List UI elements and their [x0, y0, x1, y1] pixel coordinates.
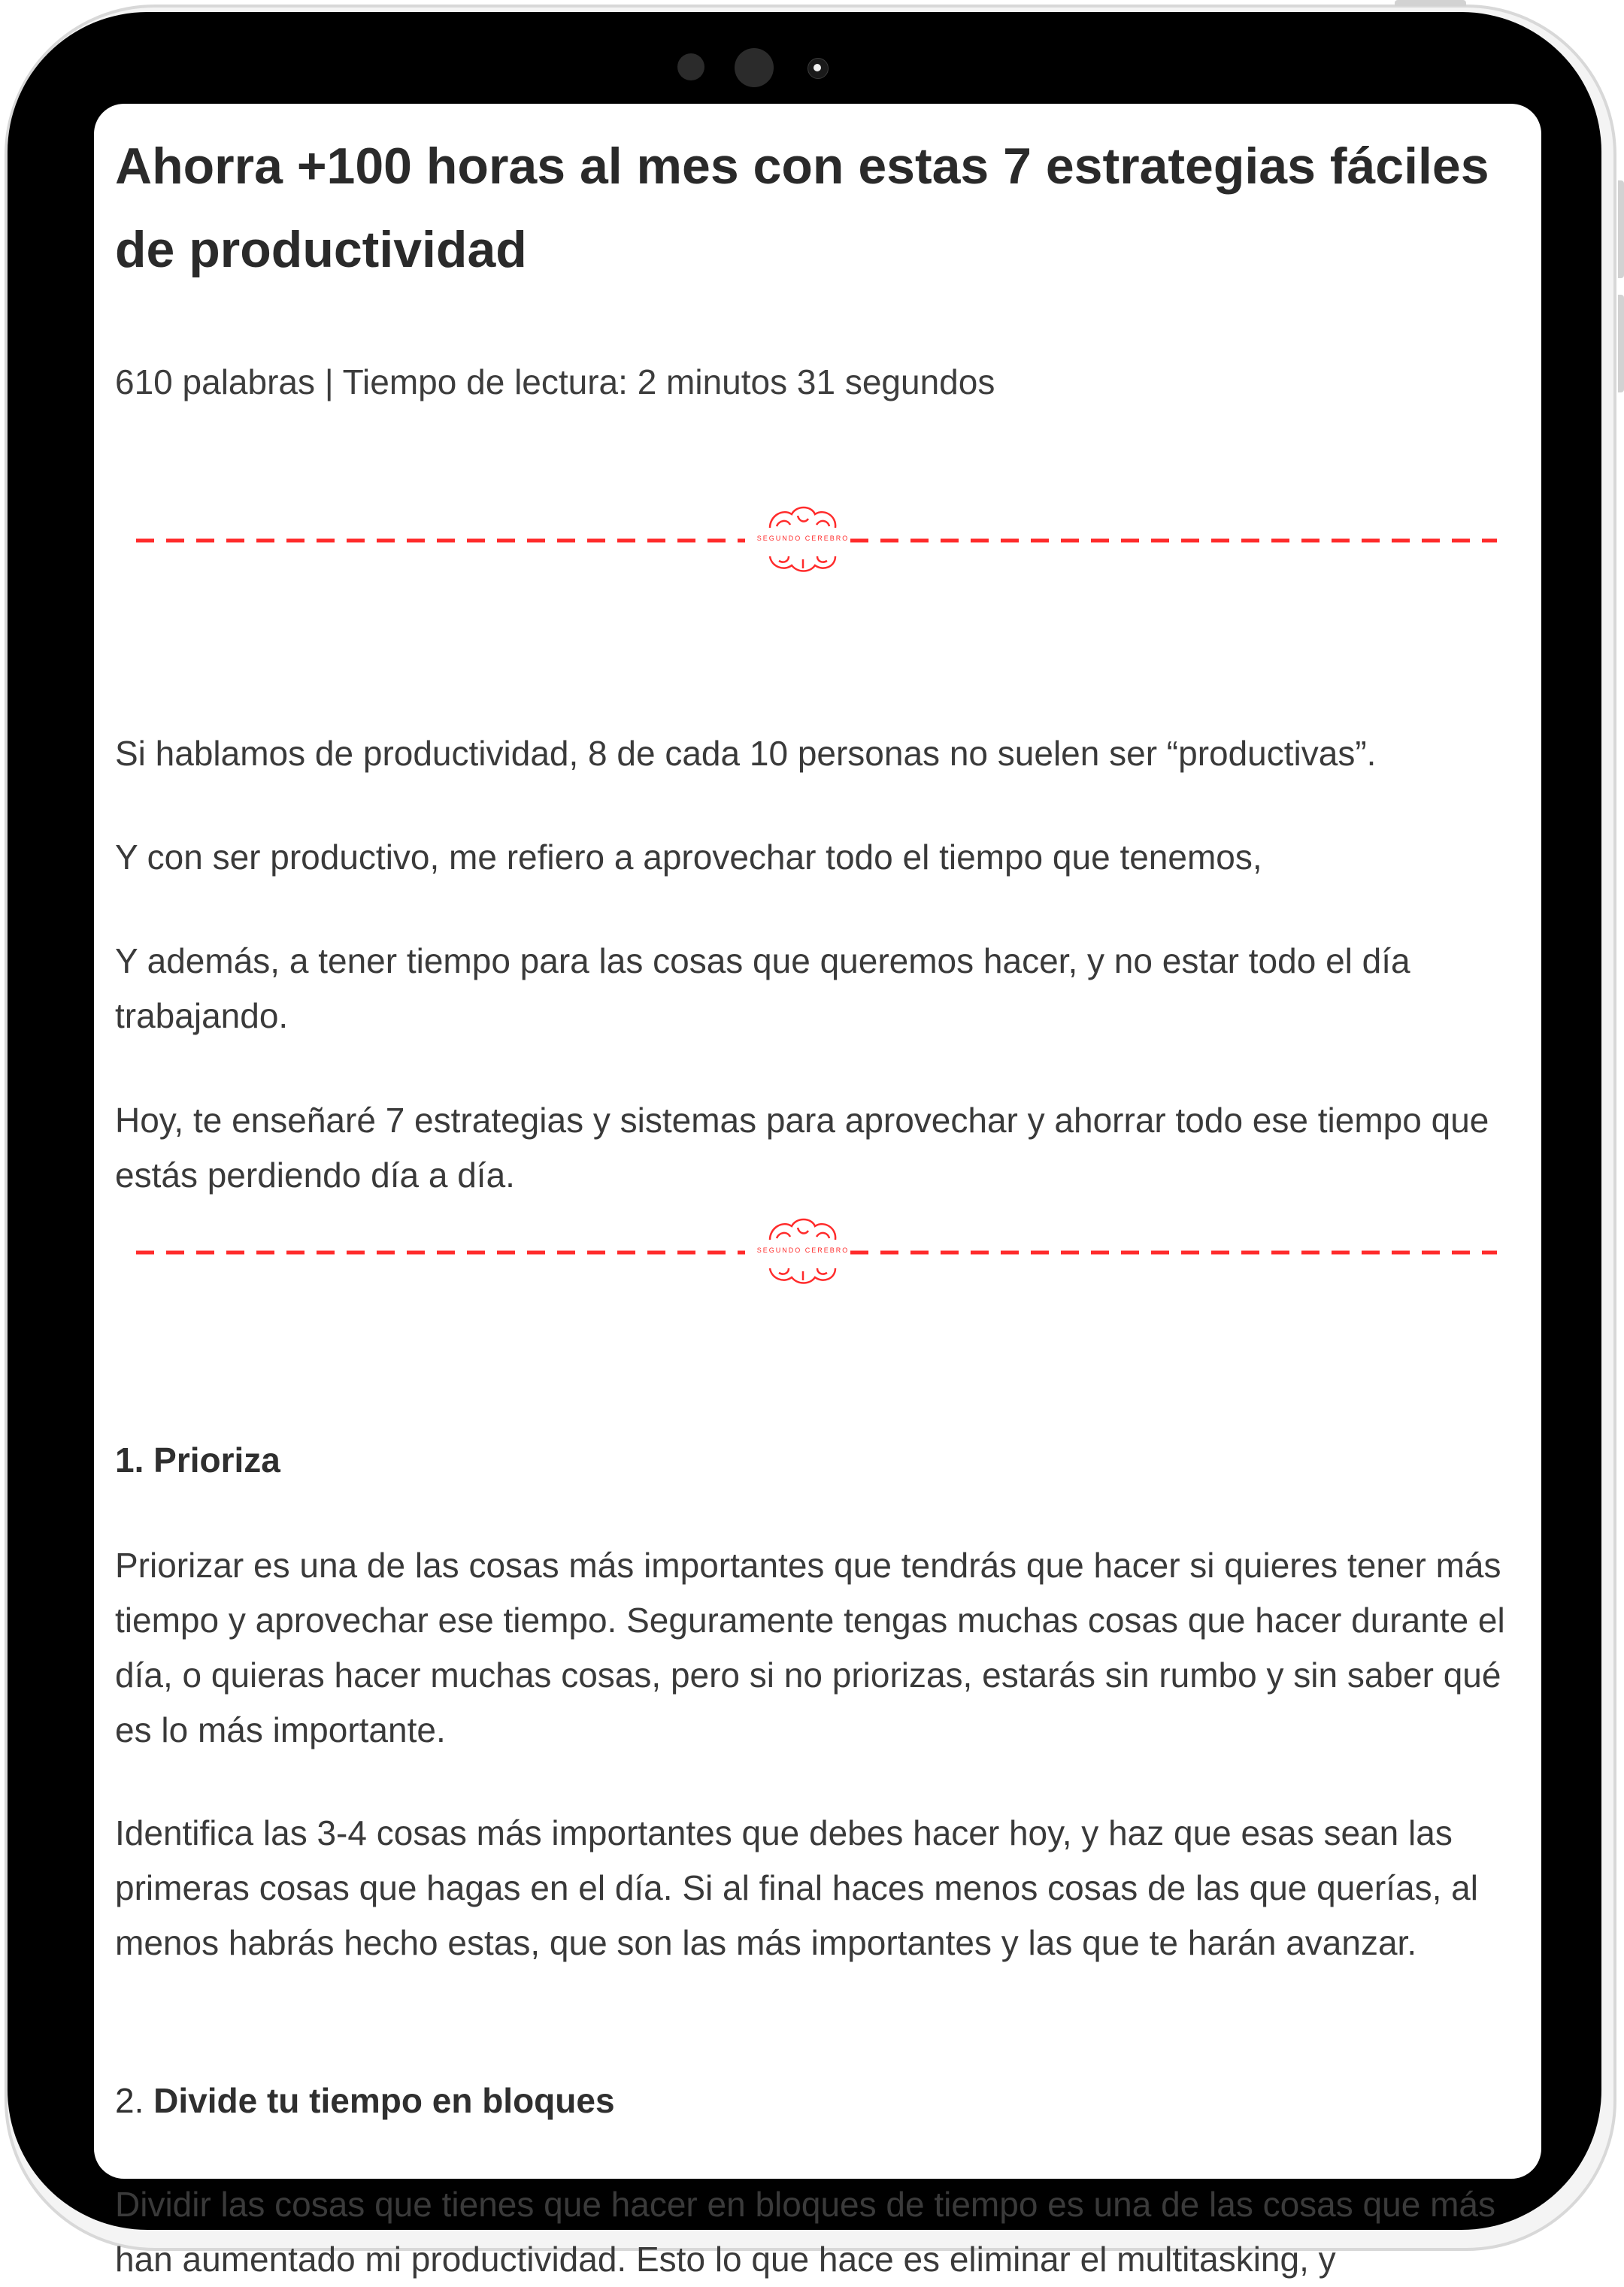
- section-divider: [136, 499, 1497, 582]
- section-title: Prioriza: [153, 1440, 280, 1480]
- section-number: 1.: [115, 1440, 144, 1480]
- section-heading-2: [115, 2073, 615, 2128]
- section-paragraph: Priorizar es una de las cosas más importantes que tendrás que hacer si quieres tener más tiempo y aprovechar ese tiempo. Seguramente tengas muchas cosas que hacer durante el día, o quieras hacer muchas cosas, pero si no priorizas, estarás sin rumbo y sin saber qué es lo más importante.: [115, 1546, 1505, 1749]
- intro-paragraph: Hoy, te enseñaré 7 estrategias y sistemas para aprovechar y ahorrar todo ese tiempo que estás perdiendo día a día.: [115, 1101, 1489, 1195]
- section-paragraph: Identifica las 3-4 cosas más importantes que debes hacer hoy, y haz que esas sean las primeras cosas que hagas en el día. Si al final haces menos cosas de las que querías, al menos habrás hecho estas, que son las más importantes y las que te harán avanzar.: [115, 1813, 1478, 1962]
- volume-up-button: [1618, 180, 1624, 278]
- brain-logo-text: SEGUNDO CEREBRO: [756, 1246, 850, 1254]
- sensor-icon: [677, 53, 704, 80]
- camera-icon: [807, 58, 829, 79]
- section-divider: [136, 1211, 1497, 1294]
- intro-paragraph: Y además, a tener tiempo para las cosas que queremos hacer, y no estar todo el día trabajando.: [115, 941, 1410, 1035]
- brain-logo-text: SEGUNDO CEREBRO: [756, 535, 850, 542]
- section-heading-1: [115, 1433, 280, 1488]
- article: [115, 125, 1521, 2279]
- reading-meta: 610 palabras | Tiempo de lectura: 2 minutos 31 segundos: [115, 362, 995, 401]
- section-title: Divide tu tiempo en bloques: [153, 2081, 615, 2120]
- volume-down-button: [1618, 295, 1624, 392]
- section-paragraph: Dividir las cosas que tienes que hacer en bloques de tiempo es una de las cosas que más han aumentado mi productividad. Esto lo que hace es eliminar el multitasking, y: [115, 2185, 1495, 2279]
- screen[interactable]: [94, 104, 1541, 2279]
- device-bezel: [8, 12, 1601, 2279]
- section-number: 2.: [115, 2081, 144, 2120]
- article-title: Ahorra +100 horas al mes con estas 7 estrategias fáciles de productividad: [115, 138, 1489, 278]
- intro-paragraph: Y con ser productivo, me refiero a aprovechar todo el tiempo que tenemos,: [115, 838, 1262, 877]
- intro-paragraph: Si hablamos de productividad, 8 de cada 10 personas no suelen ser “productivas”.: [115, 734, 1377, 773]
- sensor-icon: [735, 48, 774, 87]
- power-button: [1395, 0, 1466, 6]
